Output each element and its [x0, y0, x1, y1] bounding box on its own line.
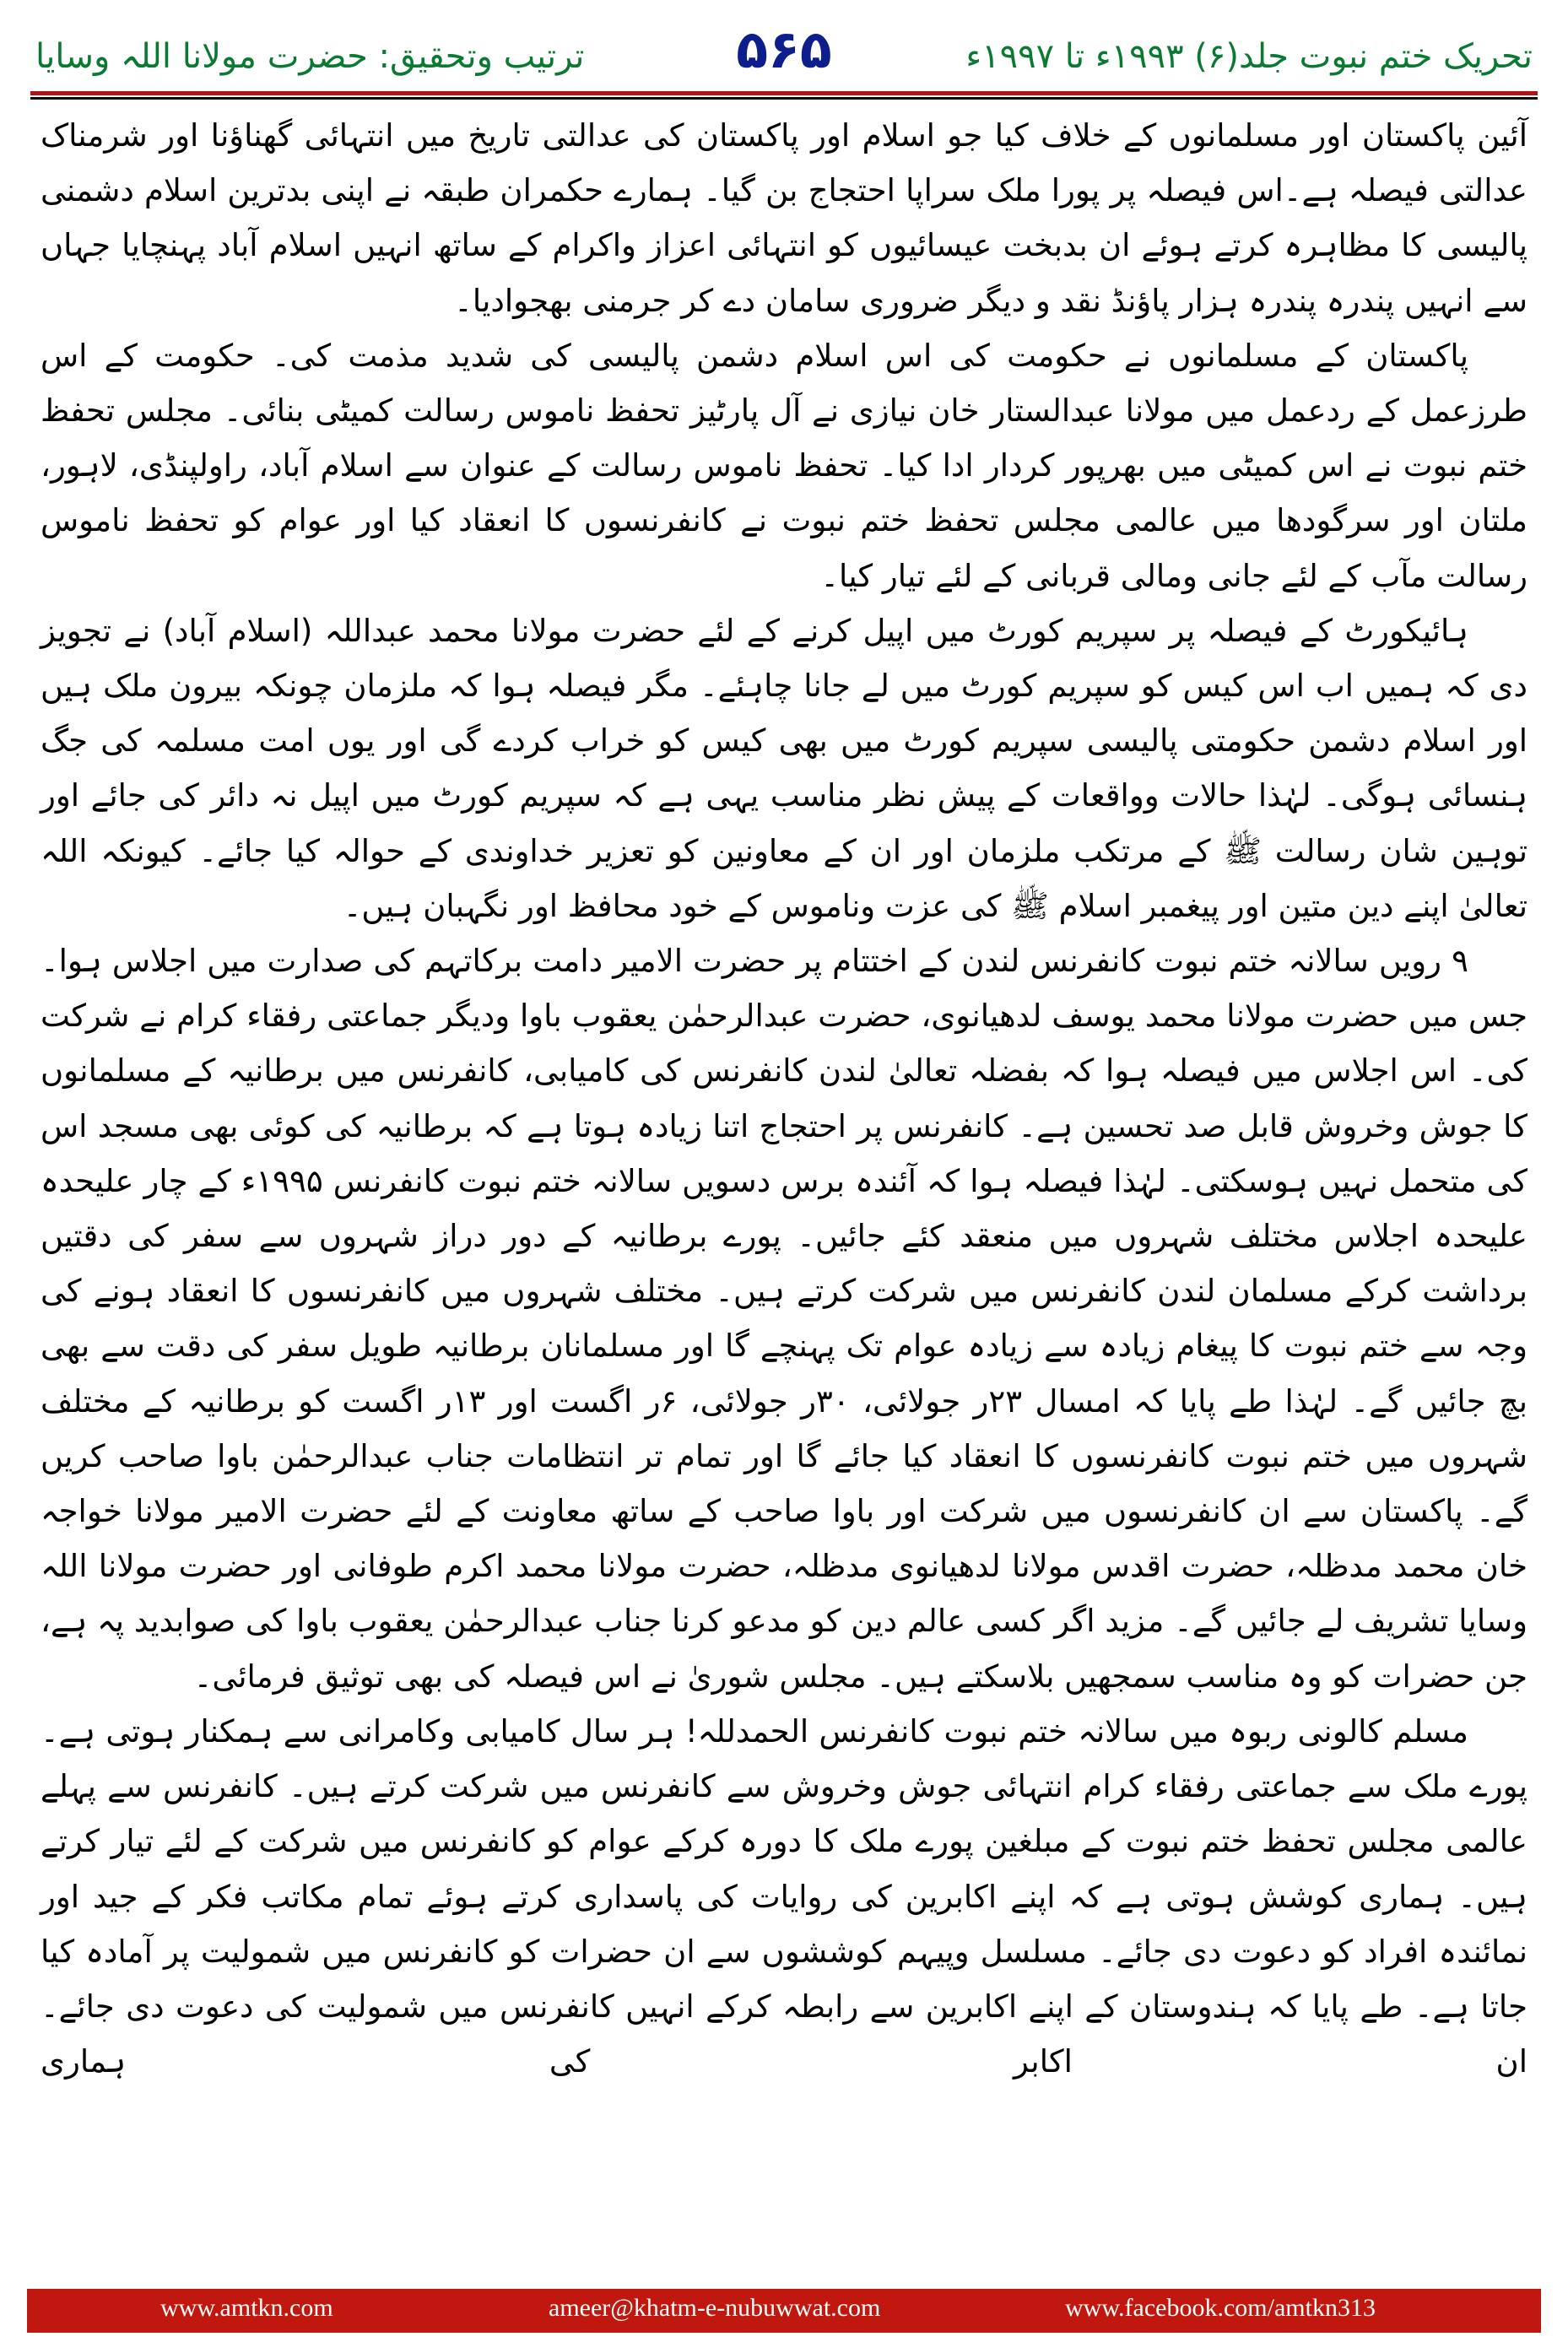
- page-number: ۵۶۵: [736, 19, 832, 80]
- body-paragraph: آئین پاکستان اور مسلمانوں کے خلاف کیا جو اسلام اور پاکستان کی عدالتی تاریخ میں انتہائی گھناؤنا اور شرمناک عدالتی فیصلہ ہے۔اس فیصلہ پر پورا ملک سراپا احتجاج بن گیا۔ ہمارے حکمران طبقہ نے اپنی بدترین اسلام دشمنی پالیسی کا مظاہرہ کرتے ہوئے ان بدبخت عیسائیوں کو انتہائی اعزاز واکرام کے ساتھ انہیں اسلام آباد پہنچایا جہاں سے انہیں پندرہ پندرہ ہزار پاؤنڈ نقد و دیگر ضروری سامان دے کر جرمنی بھجوادیا۔: [41, 117, 1527, 319]
- compiler-credit: ترتیب وتحقیق: حضرت مولانا اللہ وسایا: [35, 37, 585, 76]
- header-rule-black: [30, 97, 1538, 100]
- body-paragraph: پاکستان کے مسلمانوں نے حکومت کی اس اسلام دشمن پالیسی کی شدید مذمت کی۔ حکومت کے اس طرزعمل کے ردعمل میں مولانا عبدالستار خان نیازی نے آل پارٹیز تحفظ ناموس رسالت کمیٹی بنائی۔ مجلس تحفظ ختم نبوت نے اس کمیٹی میں بھرپور کردار ادا کیا۔ تحفظ ناموس رسالت کے عنوان سے اسلام آباد، راولپنڈی، لاہور، ملتان اور سرگودھا میں عالمی مجلس تحفظ ختم نبوت نے کانفرنسوں کا انعقاد کیا اور عوام کو تحفظ ناموس رسالت مآب کے لئے جانی ومالی قربانی کے لئے تیار کیا۔: [41, 337, 1527, 594]
- body-paragraph: ہائیکورٹ کے فیصلہ پر سپریم کورٹ میں اپیل کرنے کے لئے حضرت مولانا محمد عبداللہ (اسلام آباد) نے تجویز دی کہ ہمیں اب اس کیس کو سپریم کورٹ میں لے جانا چاہئے۔ مگر فیصلہ ہوا کہ ملزمان چونکہ بیرون ملک ہیں اور اسلام دشمن حکومتی پالیسی سپریم کورٹ میں بھی کیس کو خراب کردے گی اور یوں امت مسلمہ کی جگ ہنسائی ہوگی۔ لہٰذا حالات وواقعات کے پیش نظر مناسب یہی ہے کہ سپریم کورٹ میں اپیل نہ دائر کی جائے اور توہین شان رسالت ﷺ کے مرتکب ملزمان اور ان کے معاونین کو تعزیر خداوندی کے حوالہ کیا جائے۔ کیونکہ اللہ تعالیٰ اپنے دین متین اور پیغمبر اسلام ﷺ کی عزت وناموس کے خود محافظ اور نگہبان ہیں۔: [41, 612, 1527, 924]
- page-body: [41, 108, 1527, 2252]
- page-header: [0, 0, 1568, 100]
- facebook-link[interactable]: www.facebook.com/amtkn313: [1065, 2294, 1376, 2322]
- book-title: تحریک ختم نبوت جلد(۶) ۱۹۹۳ء تا ۱۹۹۷ء: [965, 37, 1533, 76]
- email-link[interactable]: ameer@khatm-e-nubuwwat.com: [549, 2294, 881, 2322]
- body-paragraph: ۹ رویں سالانہ ختم نبوت کانفرنس لندن کے اختتام پر حضرت الامیر دامت برکاتہم کی صدارت میں اجلاس ہوا۔ جس میں حضرت مولانا محمد یوسف لدھیانوی، حضرت عبدالرحمٰن یعقوب باوا ودیگر جماعتی رفقاء کرام نے شرکت کی۔ اس اجلاس میں فیصلہ ہوا کہ بفضلہ تعالیٰ لندن کانفرنس کی کامیابی، کانفرنس میں برطانیہ کے مسلمانوں کا جوش وخروش قابل صد تحسین ہے۔ کانفرنس پر احتجاج اتنا زیادہ ہوتا ہے کہ برطانیہ کی کوئی بھی مسجد اس کی متحمل نہیں ہوسکتی۔ لہٰذا فیصلہ ہوا کہ آئندہ برس دسویں سالانہ ختم نبوت کانفرنس ۱۹۹۵ء کے چار علیحدہ علیحدہ اجلاس مختلف شہروں میں منعقد کئے جائیں۔ پورے برطانیہ کے دور دراز شہروں سے سفر کی دقتیں برداشت کرکے مسلمان لندن کانفرنس میں شرکت کرتے ہیں۔ مختلف شہروں میں کانفرنسوں کا انعقاد ہونے کی وجہ سے ختم نبوت کا پیغام زیادہ سے زیادہ عوام تک پہنچے گا اور مسلمانان برطانیہ طویل سفر کی دقت سے بھی بچ جائیں گے۔ لہٰذا طے پایا کہ امسال ۲۳ر جولائی، ۳۰ر جولائی، ۶ر اگست اور ۱۳ر اگست کو برطانیہ کے مختلف شہروں میں ختم نبوت کانفرنسوں کا انعقاد کیا جائے گا اور تمام تر انتظامات جناب عبدالرحمٰن باوا صاحب کریں گے۔ پاکستان سے ان کانفرنسوں میں شرکت اور باوا صاحب کے ساتھ معاونت کے لئے حضرت الامیر مولانا خواجہ خان محمد مدظلہ، حضرت اقدس مولانا لدھیانوی مدظلہ، حضرت مولانا محمد اکرم طوفانی اور حضرت مولانا اللہ وسایا تشریف لے جائیں گے۔ مزید اگر کسی عالم دین کو مدعو کرنا جناب عبدالرحمٰن یعقوب باوا کی صوابدید پہ ہے، جن حضرات کو وہ مناسب سمجھیں بلاسکتے ہیں۔ مجلس شوریٰ نے اس فیصلہ کی بھی توثیق فرمائی۔: [41, 943, 1527, 1695]
- page-footer: [0, 2279, 1568, 2342]
- header-rule-red: [30, 91, 1538, 95]
- body-paragraph: مسلم کالونی ربوہ میں سالانہ ختم نبوت کانفرنس الحمدللہ! ہر سال کامیابی وکامرانی سے ہمکنار ہوتی ہے۔ پورے ملک سے جماعتی رفقاء کرام انتہائی جوش وخروش سے کانفرنس میں شرکت کرتے ہیں۔ کانفرنس سے پہلے عالمی مجلس تحفظ ختم نبوت کے مبلغین پورے ملک کا دورہ کرکے عوام کو کانفرنس میں شرکت کے لئے تیار کرتے ہیں۔ ہماری کوشش ہوتی ہے کہ اپنے اکابرین کی روایات کی پاسداری کرتے ہوئے تمام مکاتب فکر کے جید اور نمائندہ افراد کو دعوت دی جائے۔ مسلسل وپیہم کوششوں سے ان حضرات کو کانفرنس میں شمولیت پر آمادہ کیا جاتا ہے۔ طے پایا کہ ہندوستان کے اپنے اکابرین سے رابطہ کرکے انہیں کانفرنس میں شمولیت کی دعوت دی جائے۔ ان اکابر کی ہماری: [41, 1712, 1527, 2080]
- website-link[interactable]: www.amtkn.com: [160, 2294, 333, 2322]
